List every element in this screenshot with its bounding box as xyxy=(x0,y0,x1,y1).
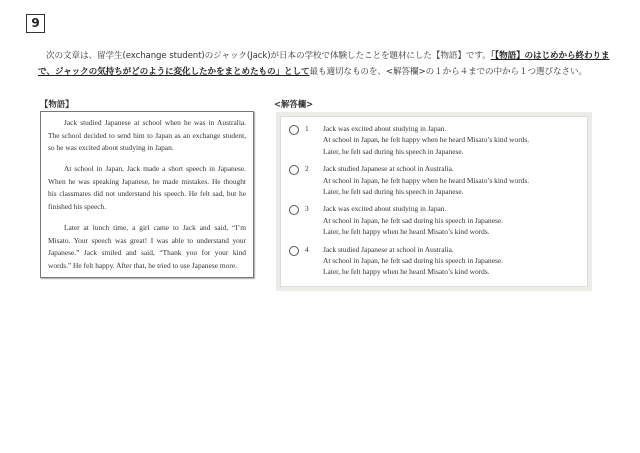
option-line: Later, he felt happy when he heard Misato’s kind words. xyxy=(323,267,490,277)
answer-option-1[interactable] xyxy=(289,123,587,157)
option-text xyxy=(323,244,503,278)
radio-button-3[interactable] xyxy=(289,205,299,215)
radio-button-4[interactable] xyxy=(289,246,299,256)
radio-button-2[interactable] xyxy=(289,165,299,175)
story-box xyxy=(40,111,254,278)
answer-option-3[interactable] xyxy=(289,203,587,237)
option-number: 2 xyxy=(305,164,309,174)
option-text xyxy=(323,123,529,157)
option-line: Jack studied Japanese at school in Australia. xyxy=(323,244,454,254)
answer-option-4[interactable] xyxy=(289,244,587,278)
instruction-underlined: 「【物語】のはじめから終わりまで、ジャックの気持ちがどのように変化したかをまとめたもの」として xyxy=(38,51,610,77)
option-line: Jack studied Japanese at school in Australia. xyxy=(323,164,454,174)
option-number: 1 xyxy=(305,124,309,133)
option-line: At school in Japan, he felt sad during his speech in Japanese. xyxy=(323,215,503,225)
question-number: 9 xyxy=(26,14,45,33)
option-line: At school in Japan, he felt sad during his speech in Japanese. xyxy=(323,256,503,266)
option-line: Later, he felt sad during his speech in Japanese. xyxy=(323,146,464,156)
radio-button-1[interactable] xyxy=(289,125,299,135)
option-line: Jack was excited about studying in Japan. xyxy=(323,124,447,133)
option-number: 4 xyxy=(305,244,309,254)
instruction-text-2: 最も適切なものを、<解答欄>の１から４までの中から１つ選びなさい。 xyxy=(309,67,587,77)
question-instruction xyxy=(38,48,618,80)
answer-option-2[interactable] xyxy=(289,163,587,197)
option-line: Later, he felt happy when he heard Misato’s kind words. xyxy=(323,227,490,237)
answer-panel-inner xyxy=(280,116,588,287)
option-number: 3 xyxy=(305,204,309,214)
story-paragraph-3: Later at lunch time, a girl came to Jack and said, “I’m Misato. Your speech was great! I was able to understand your Japanese.” Jack smiled and said, “Thank you for your kind words.” He felt happy. After that, he tried to use Japanese more. xyxy=(48,223,246,270)
story-paragraph-2: At school in Japan, Jack made a short speech in Japanese. When he was speaking Japanese, he made mistakes. He thought his classmates did not understand his speech. He felt sad, but he finished his speech. xyxy=(48,164,246,212)
option-line: At school in Japan, he felt happy when he heard Misato’s kind words. xyxy=(323,175,530,185)
answer-panel xyxy=(276,112,592,291)
option-line: At school in Japan, he felt happy when he heard Misato’s kind words. xyxy=(323,135,530,145)
option-line: Jack was excited about studying in Japan. xyxy=(323,204,447,214)
option-text xyxy=(323,203,503,237)
option-line: Later, he felt sad during his speech in Japanese. xyxy=(323,187,464,197)
instruction-text-1: 次の文章は、留学生(exchange student)のジャック(Jack)が日本の学校で体験したことを題材にした【物語】です。 xyxy=(46,51,491,61)
answers-label: <解答欄> xyxy=(274,99,314,109)
option-text xyxy=(323,163,529,197)
story-label: 【物語】 xyxy=(40,99,74,109)
story-paragraph-1: Jack studied Japanese at school when he was in Australia. The school decided to send him to Japan as an exchange student, so he was excited about studying in Japan. xyxy=(48,118,246,153)
